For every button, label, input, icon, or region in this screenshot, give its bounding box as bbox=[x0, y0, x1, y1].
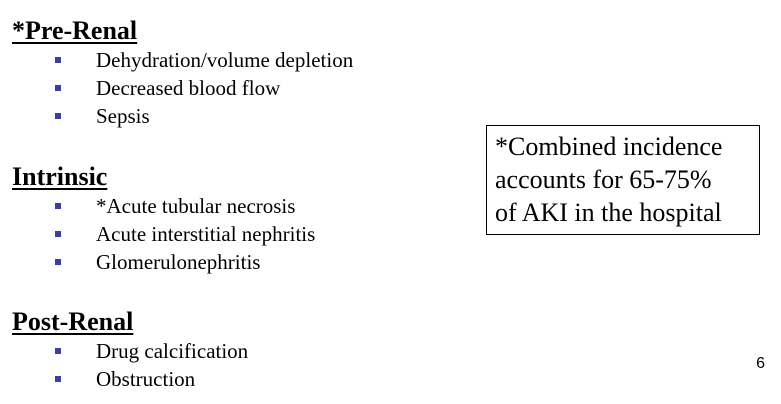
section-intrinsic bbox=[12, 162, 315, 276]
callout-line: of AKI in the hospital bbox=[495, 198, 722, 227]
list-item bbox=[12, 46, 353, 74]
section-heading-intrinsic: Intrinsic bbox=[12, 162, 108, 191]
callout-line: accounts for 65-75% bbox=[495, 165, 712, 194]
square-bullet-icon bbox=[55, 259, 61, 265]
list-item-label: Drug calcification bbox=[96, 339, 249, 363]
list-item-label: Sepsis bbox=[96, 104, 150, 128]
bullet-list-post-renal bbox=[12, 337, 248, 393]
section-post-renal bbox=[12, 307, 248, 393]
section-heading-post-renal: Post-Renal bbox=[12, 307, 134, 336]
square-bullet-icon bbox=[55, 85, 61, 91]
list-item-label: *Acute tubular necrosis bbox=[96, 194, 296, 218]
slide-page-number: 6 bbox=[756, 355, 765, 372]
callout-line: *Combined incidence bbox=[495, 132, 723, 161]
list-item-label: Acute interstitial nephritis bbox=[96, 222, 316, 246]
list-item bbox=[12, 248, 315, 276]
list-item bbox=[12, 74, 353, 102]
square-bullet-icon bbox=[55, 231, 61, 237]
list-item-label: Obstruction bbox=[96, 367, 196, 391]
section-heading-pre-renal: *Pre-Renal bbox=[12, 16, 138, 45]
incidence-callout-box bbox=[486, 125, 760, 235]
list-item-label: Decreased blood flow bbox=[96, 76, 281, 100]
square-bullet-icon bbox=[55, 348, 61, 354]
section-pre-renal bbox=[12, 16, 353, 130]
list-item bbox=[12, 192, 315, 220]
bullet-list-pre-renal bbox=[12, 46, 353, 130]
list-item bbox=[12, 102, 353, 130]
bullet-list-intrinsic bbox=[12, 192, 315, 276]
list-item-label: Glomerulonephritis bbox=[96, 250, 261, 274]
square-bullet-icon bbox=[55, 113, 61, 119]
list-item bbox=[12, 337, 248, 365]
list-item bbox=[12, 220, 315, 248]
square-bullet-icon bbox=[55, 376, 61, 382]
list-item bbox=[12, 365, 248, 393]
list-item-label: Dehydration/volume depletion bbox=[96, 48, 354, 72]
square-bullet-icon bbox=[55, 203, 61, 209]
square-bullet-icon bbox=[55, 57, 61, 63]
